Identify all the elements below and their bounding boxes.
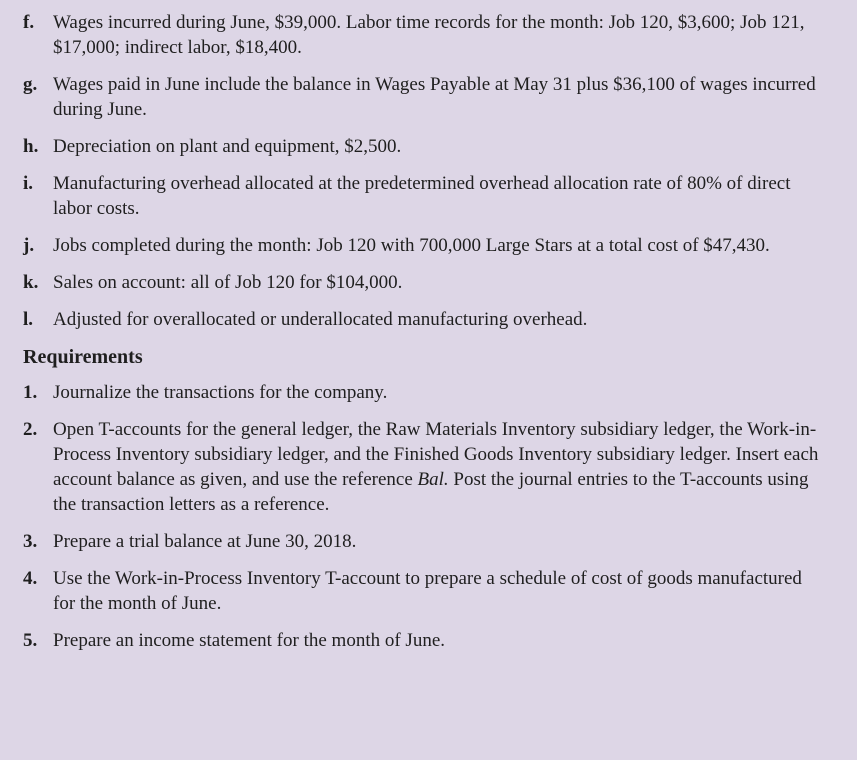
transaction-letter-i: i. — [23, 173, 34, 194]
transaction-text-h: Depreciation on plant and equipment, $2,500. — [53, 136, 402, 157]
requirement-5 — [23, 628, 835, 653]
requirement-text-2 — [53, 417, 823, 517]
transaction-g — [23, 72, 835, 122]
transaction-text-g: Wages paid in June include the balance in Wages Payable at May 31 plus $36,100 of wages incurred during June. — [53, 74, 816, 120]
transaction-text-f: Wages incurred during June, $39,000. Labor time records for the month: Job 120, $3,600; Job 121, $17,000; indirect labor, $18,400. — [53, 12, 805, 58]
transaction-j — [23, 233, 835, 258]
transaction-k — [23, 270, 835, 295]
requirement-text-3: Prepare a trial balance at June 30, 2018. — [53, 531, 357, 552]
transaction-list — [23, 10, 835, 332]
transaction-letter-g: g. — [23, 74, 38, 95]
requirement-number-4: 4. — [23, 568, 38, 589]
transaction-h — [23, 134, 835, 159]
requirement-3 — [23, 529, 835, 554]
requirement-number-5: 5. — [23, 630, 38, 651]
reference-bal: Bal. — [417, 469, 449, 490]
requirement-text-5: Prepare an income statement for the month of June. — [53, 630, 446, 651]
transaction-f — [23, 10, 835, 60]
transaction-letter-f: f. — [23, 12, 35, 33]
requirement-number-1: 1. — [23, 382, 38, 403]
transaction-text-l: Adjusted for overallocated or underallocated manufacturing overhead. — [53, 309, 588, 330]
requirement-4 — [23, 566, 835, 616]
requirement-number-2: 2. — [23, 419, 38, 440]
transaction-i — [23, 171, 835, 221]
transaction-text-k: Sales on account: all of Job 120 for $104,000. — [53, 272, 403, 293]
transaction-letter-j: j. — [23, 235, 35, 256]
requirements-list — [23, 380, 835, 653]
transaction-text-j: Jobs completed during the month: Job 120 with 700,000 Large Stars at a total cost of $47,430. — [53, 235, 770, 256]
requirement-text-1: Journalize the transactions for the company. — [53, 382, 388, 403]
requirement-1 — [23, 380, 835, 405]
requirements-heading: Requirements — [23, 346, 143, 368]
transaction-letter-h: h. — [23, 136, 39, 157]
transaction-l — [23, 307, 835, 332]
requirement-2 — [23, 417, 835, 517]
requirement-number-3: 3. — [23, 531, 38, 552]
requirement-text-2-part-2: Post the journal entries to the T-accounts using the transaction letters as a reference. — [53, 469, 809, 515]
transaction-letter-l: l. — [23, 309, 34, 330]
transaction-text-i: Manufacturing overhead allocated at the predetermined overhead allocation rate of 80% of direct labor costs. — [53, 173, 791, 219]
transaction-letter-k: k. — [23, 272, 39, 293]
requirement-text-4: Use the Work-in-Process Inventory T-account to prepare a schedule of cost of goods manufactured for the month of June. — [53, 568, 802, 614]
requirement-text-2-part-1: Open T-accounts for the general ledger, the Raw Materials Inventory subsidiary ledger, the Work-in-Process Inventory subsidiary ledger, and the Finished Goods Inventory subsidiary ledger. Insert each account balance as given, and use the reference — [53, 419, 819, 490]
